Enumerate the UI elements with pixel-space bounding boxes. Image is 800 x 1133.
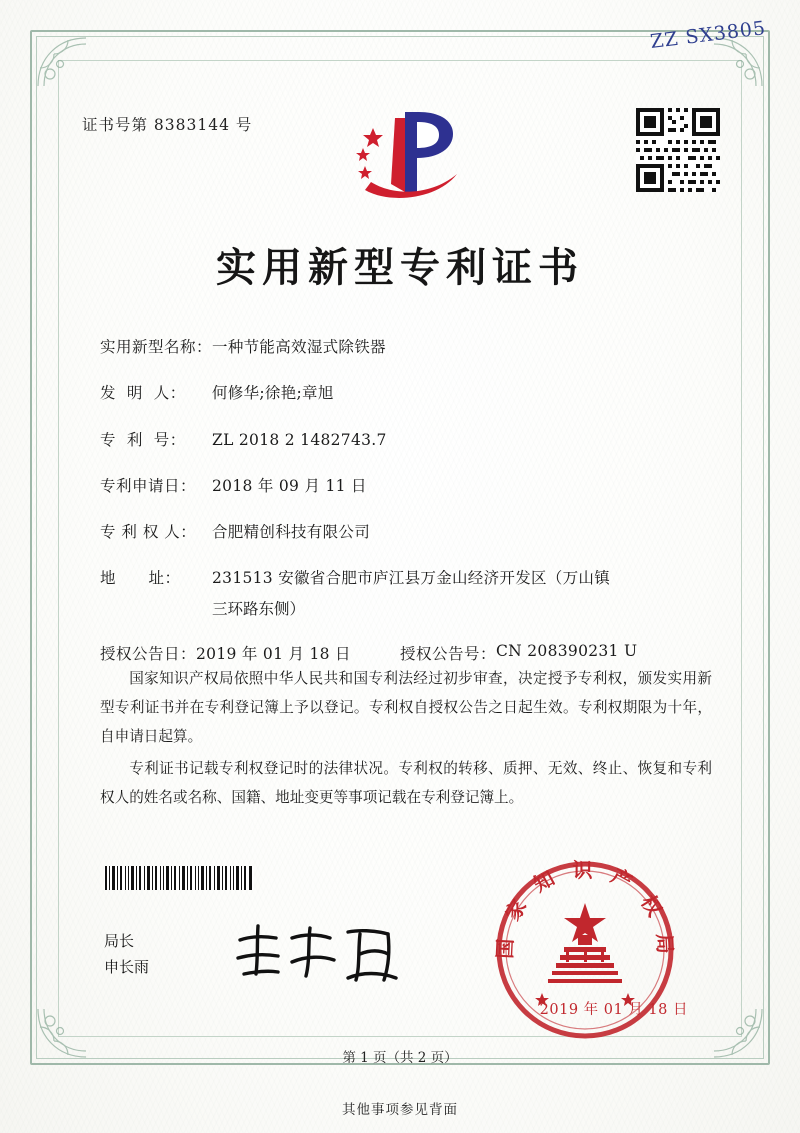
- announcement-date-value: 2019 年 01 月 18 日: [196, 644, 351, 663]
- certificate-number: 证书号第 8383144 号: [82, 116, 253, 134]
- field-value: 2018 年 09 月 11 日: [212, 476, 367, 495]
- handwritten-signature: [230, 918, 420, 988]
- footer-note: 其他事项参见背面: [342, 1102, 458, 1118]
- field-label: 地 址：: [100, 569, 181, 588]
- field-label: 实用新型名称：: [100, 338, 213, 356]
- field-row-application-date: [100, 475, 710, 498]
- field-row-inventor: [100, 382, 710, 405]
- field-row-patentee: [100, 521, 710, 544]
- cnipa-emblem-icon: [335, 104, 465, 200]
- handwritten-code: ZZ SX3805: [648, 16, 767, 54]
- legal-paragraph: 专利证书记载专利权登记时的法律状况。专利权的转移、质押、无效、终止、恢复和专利权人的姓名或名称、国籍、地址变更等事项记载在专利登记簿上。: [100, 759, 712, 806]
- field-label: 发 明 人：: [100, 384, 186, 403]
- corner-ornament-icon: [34, 34, 90, 90]
- legal-text: [100, 664, 712, 814]
- svg-text:国 家 知 识 产 权 局: 国 家 知 识 产 权 局: [492, 858, 678, 960]
- director-name-label: 申长雨: [104, 958, 150, 977]
- field-value: 一种节能高效湿式除铁器: [212, 338, 386, 356]
- qr-code: [636, 108, 720, 192]
- field-row-invention-name: [100, 336, 710, 359]
- field-value: 合肥精创科技有限公司: [212, 523, 371, 541]
- announcement-number-value: CN 208390231 U: [496, 641, 638, 660]
- legal-paragraph: 国家知识产权局依照中华人民共和国专利法经过初步审查，决定授予专利权，颁发实用新型专利证书并在专利登记簿上予以登记。专利权自授权公告之日起生效。专利权期限为十年，自申请日起算。: [100, 670, 712, 746]
- field-row-address: [100, 567, 710, 590]
- seal-date: 2019 年 01 月 18 日: [539, 1002, 688, 1018]
- field-label: 专 利 权 人：: [100, 523, 197, 541]
- field-value: 231513 安徽省合肥市庐江县万金山经济开发区（万山镇: [212, 569, 610, 588]
- barcode: [104, 866, 254, 890]
- field-label: 专 利 号：: [100, 430, 186, 449]
- field-row-patent-number: [100, 429, 710, 452]
- page-number: 第 1 页（共 2 页）: [342, 1050, 458, 1066]
- field-row-announcement: [100, 642, 710, 664]
- announcement-number-label: 授权公告号：: [400, 644, 497, 663]
- director-title-label: 局长: [104, 932, 135, 950]
- signature-block: [104, 928, 149, 981]
- field-label: 专利申请日：: [100, 476, 197, 495]
- announcement-date-label: 授权公告日：: [100, 644, 197, 663]
- address-line-2: 三环路东侧）: [212, 599, 306, 618]
- field-value: 何修华;徐艳;章旭: [212, 384, 334, 403]
- certificate-fields: [100, 336, 710, 678]
- page-title: 实用新型专利证书: [216, 244, 584, 291]
- field-value: ZL 2018 2 1482743.7: [212, 430, 387, 449]
